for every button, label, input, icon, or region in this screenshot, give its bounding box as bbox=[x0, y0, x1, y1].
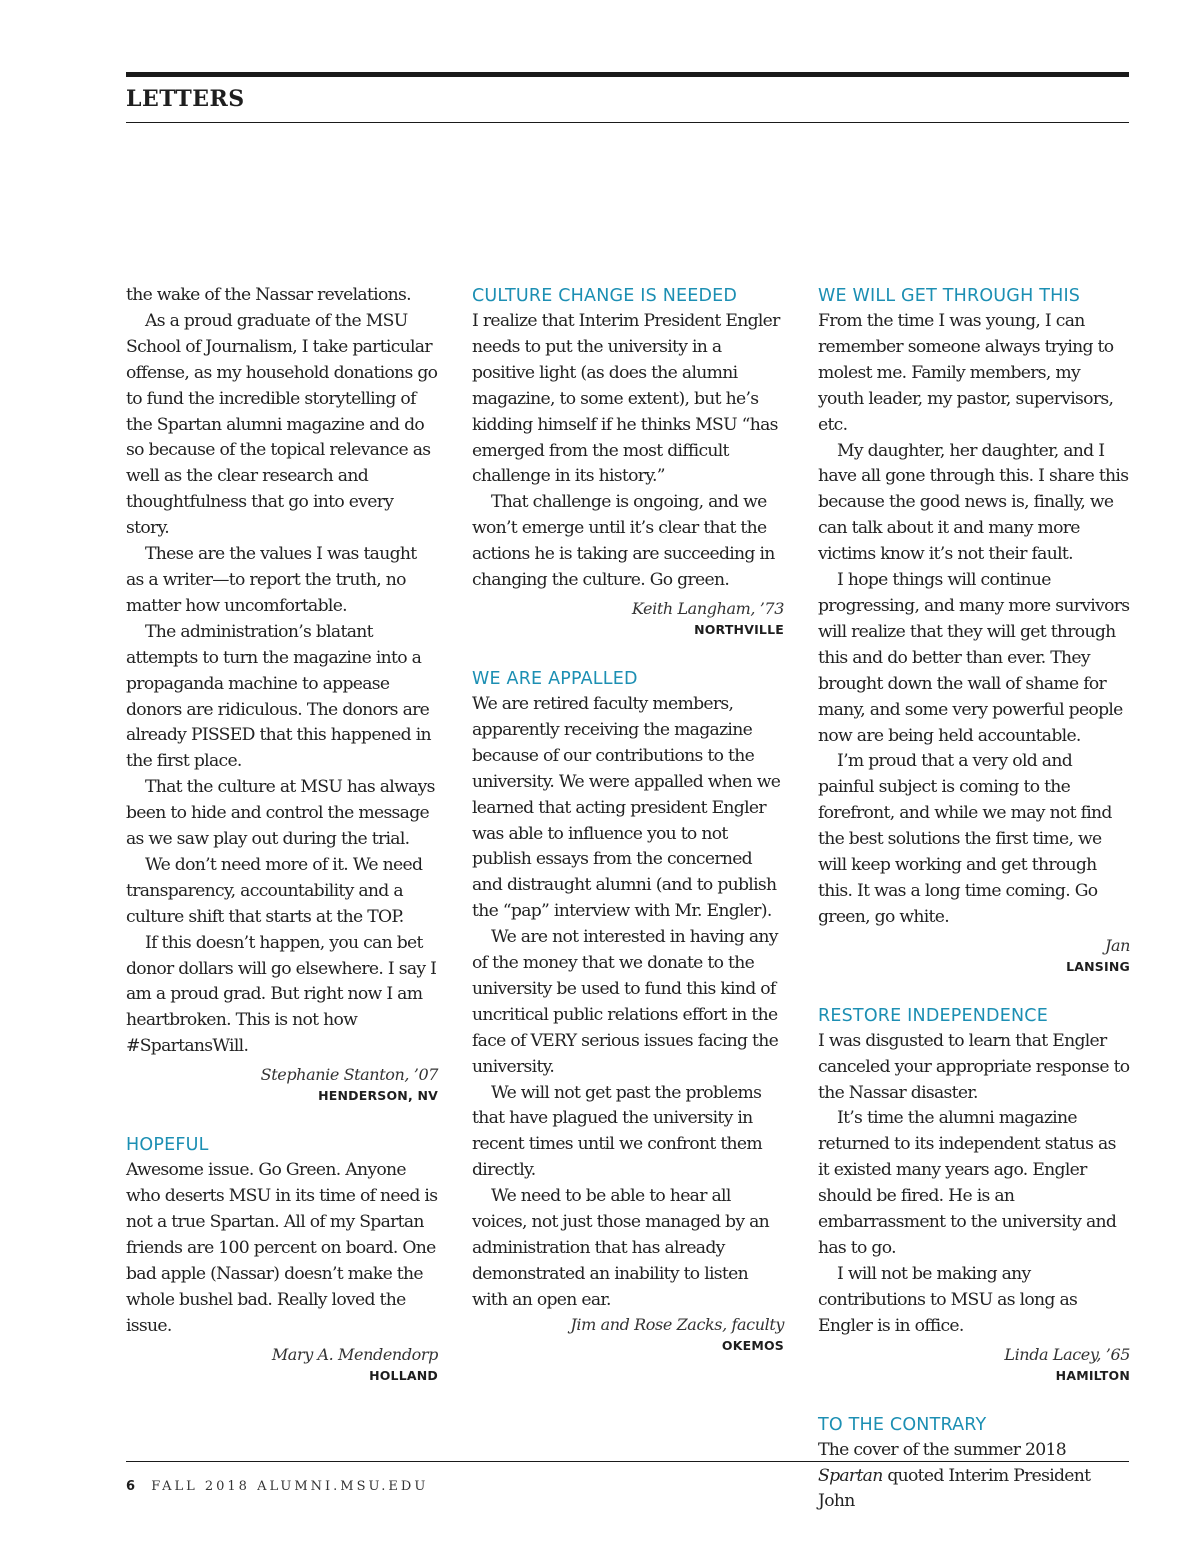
letter-paragraph: The administration’s blatant attempts to turn the magazine into a propaganda machine to appease donors are ridiculous. The donors are already PISSED that this happened in the first place. bbox=[126, 621, 431, 772]
letter-paragraph: From the time I was young, I can remember someone always trying to molest me. Family members, my youth leader, my pastor, supervisors, etc. bbox=[818, 311, 1114, 435]
author-location: HAMILTON bbox=[1055, 1367, 1130, 1383]
letter-headline: TO THE CONTRARY bbox=[818, 1414, 987, 1435]
letter-to-the-contrary bbox=[818, 1412, 1130, 1516]
letter-signature bbox=[472, 598, 784, 640]
column-2 bbox=[472, 283, 784, 1356]
letter-restore-independence bbox=[818, 1003, 1130, 1386]
top-rule bbox=[126, 72, 1129, 77]
author-location: LANSING bbox=[1066, 958, 1130, 974]
author-name: Stephanie Stanton, ’07 bbox=[260, 1065, 438, 1085]
author-location: HOLLAND bbox=[369, 1367, 438, 1383]
letter-paragraph: I will not be making any contributions to MSU as long as Engler is in office. bbox=[818, 1263, 1078, 1336]
magazine-title: Spartan bbox=[818, 1465, 883, 1486]
letter-headline: HOPEFUL bbox=[126, 1135, 209, 1156]
author-name: Mary A. Mendendorp bbox=[271, 1344, 438, 1364]
author-name: Linda Lacey, ’65 bbox=[1004, 1344, 1130, 1364]
column-1 bbox=[126, 283, 438, 1386]
letter-get-through bbox=[818, 283, 1130, 977]
column-3 bbox=[818, 283, 1130, 1515]
letter-paragraph: We are retired faculty members, apparently receiving the magazine because of our contributions to the university. We were appalled when we learned that acting president Engler was able to influence you to not publish essays from the concerned and distraught alumni (and to publish the “pap” interview with Mr. Engler). bbox=[472, 693, 781, 922]
page-number: 6 bbox=[126, 1479, 136, 1494]
letter-paragraph: We don’t need more of it. We need transparency, accountability and a culture shift that starts at the TOP. bbox=[126, 854, 423, 927]
letter-paragraph: We will not get past the problems that have plagued the university in recent times until we confront them directly. bbox=[472, 1082, 762, 1181]
letter-stanton bbox=[126, 283, 438, 1106]
letter-signature bbox=[472, 1314, 784, 1356]
letter-headline: RESTORE INDEPENDENCE bbox=[818, 1005, 1048, 1026]
letter-paragraph: If this doesn’t happen, you can bet donor dollars will go elsewhere. I say I am a proud grad. But right now I am heartbroken. This is not how #SpartansWill. bbox=[126, 932, 437, 1057]
letter-signature bbox=[818, 935, 1130, 977]
letter-signature bbox=[126, 1064, 438, 1106]
letter-paragraph: I’m proud that a very old and painful subject is coming to the forefront, and while we may not find the best solutions the first time, we will keep working and get through this. It was a long time coming. Go green, go white. bbox=[818, 751, 1112, 927]
author-location: NORTHVILLE bbox=[694, 621, 784, 637]
page-footer bbox=[126, 1478, 428, 1496]
letter-paragraph: I realize that Interim President Engler needs to put the university in a positive light (as does the alumni magazine, to some extent), but he’s kidding himself if he thinks MSU “has emerged from the most difficult challenge in its history.” bbox=[472, 311, 780, 487]
author-name: Jan bbox=[1104, 935, 1130, 955]
author-name: Jim and Rose Zacks, faculty bbox=[570, 1314, 784, 1334]
letter-paragraph bbox=[818, 1438, 1130, 1516]
author-location: HENDERSON, NV bbox=[318, 1088, 438, 1104]
footer-text: FALL 2018 ALUMNI.MSU.EDU bbox=[151, 1479, 429, 1494]
letter-paragraph: As a proud graduate of the MSU School of Journalism, I take particular offense, as my household donations go to fund the incredible storytelling of the Spartan alumni magazine and do so because of the topical relevance as well as the clear research and thoughtfulness that go into every story. bbox=[126, 310, 438, 539]
letter-headline: WE ARE APPALLED bbox=[472, 668, 638, 689]
letter-paragraph: It’s time the alumni magazine returned to its independent status as it existed many years ago. Engler should be fired. He is an embarrassment to the university and has to go. bbox=[818, 1108, 1117, 1258]
text-run: The cover of the summer 2018 bbox=[818, 1439, 1066, 1460]
section-rule bbox=[126, 122, 1129, 123]
section-title: LETTERS bbox=[126, 86, 245, 112]
letter-hopeful bbox=[126, 1132, 438, 1385]
text-run: quoted Interim President John bbox=[818, 1465, 1091, 1512]
letter-signature bbox=[126, 1344, 438, 1386]
author-location: OKEMOS bbox=[721, 1337, 784, 1353]
letter-paragraph: I hope things will continue progressing, and many more survivors will realize that they will get through this and do better than ever. They brought down the wall of shame for many, and some very powerful people now are being held accountable. bbox=[818, 570, 1130, 746]
letter-headline: CULTURE CHANGE IS NEEDED bbox=[472, 286, 738, 306]
letter-appalled bbox=[472, 666, 784, 1356]
footer-rule bbox=[126, 1461, 1129, 1462]
letter-paragraph: the wake of the Nassar revelations. bbox=[126, 285, 411, 305]
letter-paragraph: We are not interested in having any of the money that we donate to the university be used to fund this kind of uncritical public relations effort in the face of VERY serious issues facing the university. bbox=[472, 927, 779, 1077]
letter-signature bbox=[818, 1344, 1130, 1386]
letter-culture-change bbox=[472, 283, 784, 640]
letter-paragraph: My daughter, her daughter, and I have all gone through this. I share this because the good news is, finally, we can talk about it and many more victims know it’s not their fault. bbox=[818, 440, 1129, 565]
letter-paragraph: That challenge is ongoing, and we won’t emerge until it’s clear that the actions he is taking are succeeding in changing the culture. Go green. bbox=[472, 492, 775, 591]
letter-paragraph: We need to be able to hear all voices, not just those managed by an administration that has already demonstrated an inability to listen with an open ear. bbox=[472, 1186, 770, 1310]
letter-headline: WE WILL GET THROUGH THIS bbox=[818, 286, 1081, 306]
letter-paragraph: That the culture at MSU has always been to hide and control the message as we saw play out during the trial. bbox=[126, 777, 435, 850]
author-name: Keith Langham, ’73 bbox=[631, 598, 784, 618]
letter-paragraph: These are the values I was taught as a writer—to report the truth, no matter how uncomfortable. bbox=[126, 544, 417, 616]
letter-paragraph: I was disgusted to learn that Engler canceled your appropriate response to the Nassar disaster. bbox=[818, 1030, 1130, 1103]
letter-paragraph: Awesome issue. Go Green. Anyone who deserts MSU in its time of need is not a true Spartan. All of my Spartan friends are 100 percent on board. One bad apple (Nassar) doesn’t make the whole bushel bad. Really loved the issue. bbox=[126, 1160, 438, 1336]
